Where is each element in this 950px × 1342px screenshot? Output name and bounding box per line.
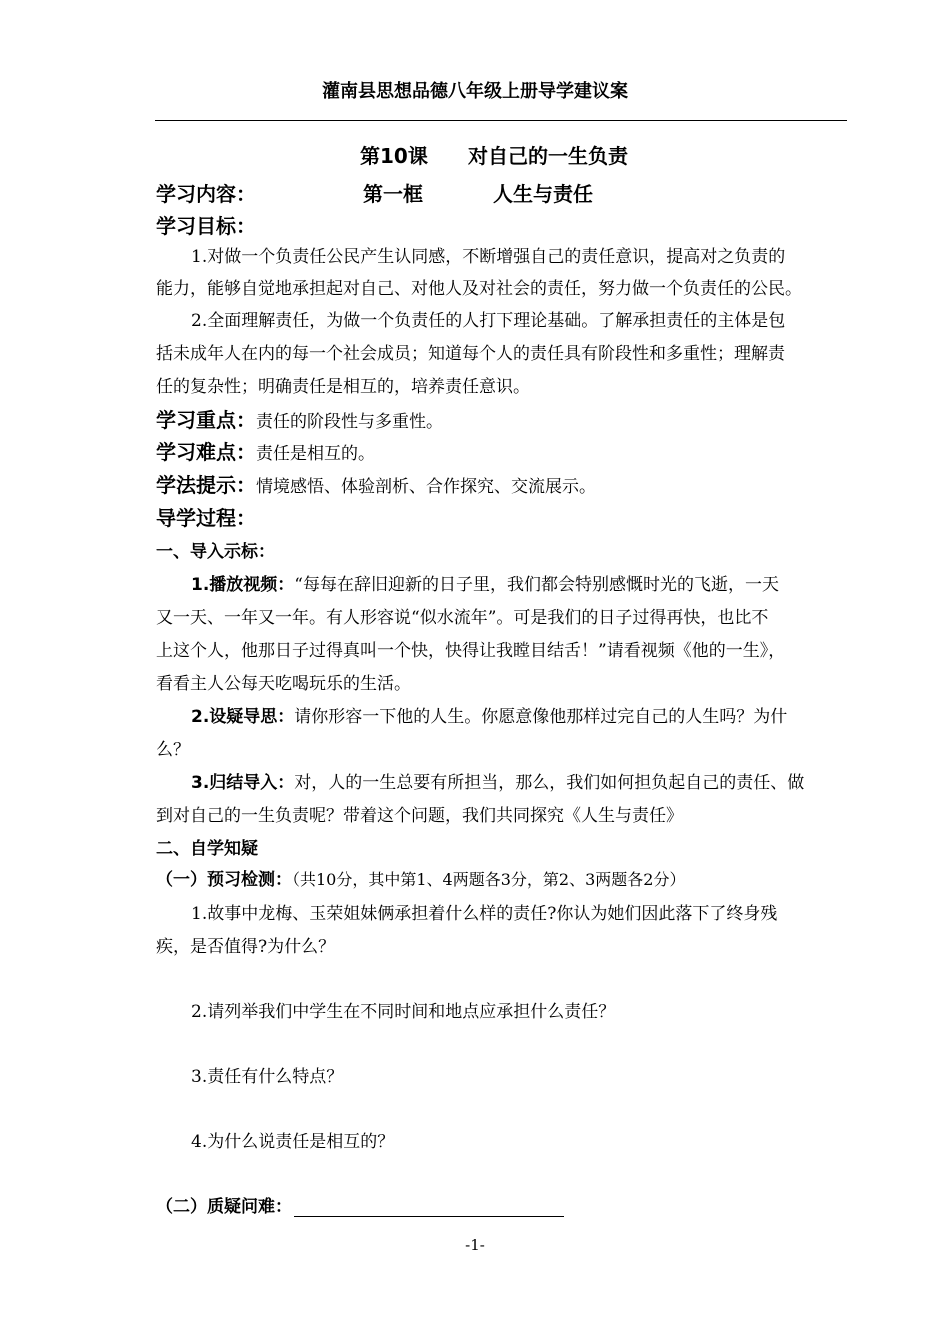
goals-label: 学习目标：: [156, 214, 256, 238]
difficulty-text: 责任是相互的。: [256, 444, 375, 464]
method-row: [156, 469, 596, 498]
section2-title: 二、自学知疑: [156, 839, 258, 859]
difficulty-label: 学习难点：: [156, 440, 256, 464]
section1-item2: [191, 702, 787, 727]
question-item: 3.责任有什么特点？: [191, 1067, 344, 1087]
content-label: 学习内容：: [156, 182, 256, 206]
lesson-title: 对自己的一生负责: [468, 144, 628, 168]
preview-check-label: （一）预习检测：: [156, 870, 292, 890]
header-rule: [155, 120, 847, 121]
item2-label: 2.设疑导思：: [191, 707, 295, 727]
goals-line: 任的复杂性；明确责任是相互的，培养责任意识。: [156, 377, 530, 397]
section1-item1: [191, 570, 779, 595]
content-topic: 人生与责任: [493, 182, 593, 206]
item3-label: 3.归结导入：: [191, 773, 295, 793]
item2-line: 请你形容一下他的人生。你愿意像他那样过完自己的人生吗？为什: [294, 707, 788, 727]
question-item: 1.故事中龙梅、玉荣姐妹俩承担着什么样的责任?你认为她们因此落下了终身残: [191, 904, 778, 924]
item1-label: 1.播放视频：: [191, 575, 295, 595]
content-frame: 第一框: [363, 182, 423, 206]
questioning-row: [156, 1192, 564, 1217]
questioning-answer-line[interactable]: [294, 1198, 564, 1217]
item2-line: 么？: [156, 740, 190, 760]
item1-line: 又一天、一年又一年。有人形容说“似水流年”。可是我们的日子过得再快，也比不: [156, 608, 769, 628]
question-item: 疾，是否值得?为什么？: [156, 937, 336, 957]
questioning-label: （二）质疑问难：: [156, 1197, 292, 1217]
item3-line: 对，人的一生总要有所担当，那么，我们如何担负起自己的责任、做: [294, 773, 805, 793]
key-point-label: 学习重点：: [156, 408, 256, 432]
goals-line: 2.全面理解责任，为做一个负责任的人打下理论基础。了解承担责任的主体是包: [191, 311, 786, 331]
item1-line: “每每在辞旧迎新的日子里，我们都会特别感慨时光的飞逝，一天: [294, 575, 779, 595]
process-label: 导学过程：: [156, 506, 256, 530]
lesson-number: 第10课: [360, 144, 428, 168]
key-point-row: [156, 404, 443, 433]
preview-check-row: [156, 865, 685, 890]
key-point-text: 责任的阶段性与多重性。: [256, 412, 443, 432]
method-label: 学法提示：: [156, 473, 256, 497]
preview-check-note: （共10分，其中第1、4两题各3分，第2、3两题各2分）: [292, 870, 686, 889]
page-number: -1-: [465, 1236, 485, 1254]
section1-item3: [191, 768, 804, 793]
difficulty-row: [156, 436, 375, 465]
question-item: 4.为什么说责任是相互的？: [191, 1132, 395, 1152]
question-item: 2.请列举我们中学生在不同时间和地点应承担什么责任？: [191, 1002, 616, 1022]
item1-line: 上这个人，他那日子过得真叫一个快，快得让我瞠目结舌！”请看视频《他的一生》，: [156, 641, 786, 661]
goals-line: 括未成年人在内的每一个社会成员；知道每个人的责任具有阶段性和多重性；理解责: [156, 344, 785, 364]
method-text: 情境感悟、体验剖析、合作探究、交流展示。: [256, 477, 596, 497]
item1-line: 看看主人公每天吃喝玩乐的生活。: [156, 674, 411, 694]
section1-title: 一、导入示标：: [156, 542, 275, 562]
goals-line: 能力，能够自觉地承担起对自己、对他人及对社会的责任，努力做一个负责任的公民。: [156, 279, 802, 299]
goals-line: 1.对做一个负责任公民产生认同感，不断增强自己的责任意识，提高对之负责的: [191, 247, 786, 267]
item3-line: 到对自己的一生负责呢？带着这个问题，我们共同探究《人生与责任》: [156, 806, 683, 826]
document-header: 灌南县思想品德八年级上册导学建议案: [322, 81, 628, 102]
